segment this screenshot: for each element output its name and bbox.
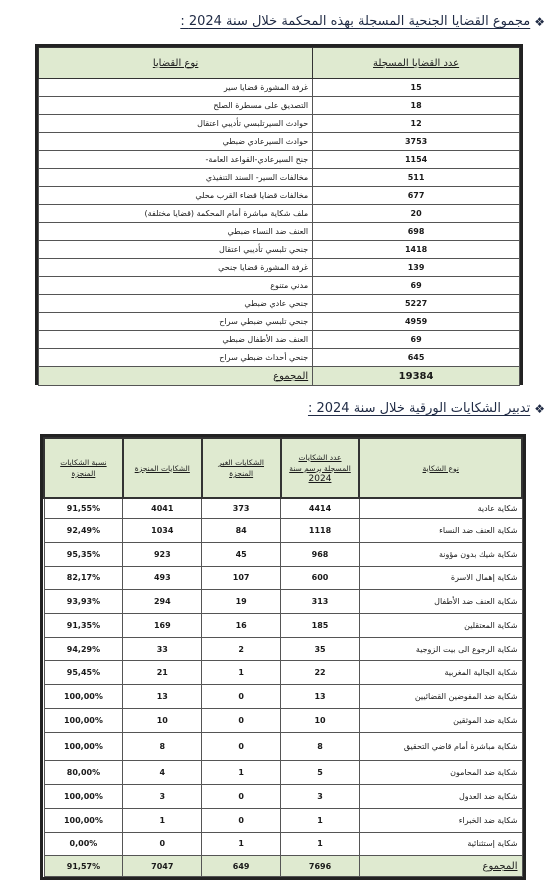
table-row [44, 542, 522, 566]
header-registered [281, 438, 360, 498]
table-row [39, 151, 520, 169]
case-count-cell: 18 [313, 97, 520, 115]
case-type-cell: مدني متنوع [39, 277, 313, 295]
completion-ratio-cell: 92,49% [44, 519, 123, 543]
registered-cell: 13 [281, 685, 360, 709]
case-count-cell: 645 [313, 349, 520, 367]
registered-cell: 1118 [281, 519, 360, 543]
section2-heading [308, 401, 545, 416]
case-type-cell: جنح السيرعادي-القواعد العامة- [39, 151, 313, 169]
pending-cell: 0 [202, 732, 281, 761]
table-row [39, 277, 520, 295]
diamond-bullet-icon: ❖ [534, 401, 545, 416]
table-row [44, 685, 522, 709]
pending-cell: 1 [202, 661, 281, 685]
case-count-cell: 511 [313, 169, 520, 187]
table-row [44, 832, 522, 856]
header-case-type: نوع القضايا [39, 48, 313, 79]
pending-cell: 0 [202, 808, 281, 832]
table-row [39, 97, 520, 115]
completed-cell: 169 [123, 614, 202, 638]
complaint-type-cell: شكاية ضد المحامون [359, 761, 522, 785]
pending-cell: 84 [202, 519, 281, 543]
table-row [44, 519, 522, 543]
pending-cell: 16 [202, 614, 281, 638]
completion-ratio-cell: 0,00% [44, 832, 123, 856]
pending-cell: 19 [202, 590, 281, 614]
table-row [39, 169, 520, 187]
case-type-cell: غرفة المشورة قضايا جنحي [39, 259, 313, 277]
table-row [39, 241, 520, 259]
table-row [39, 223, 520, 241]
registered-cell: 5 [281, 761, 360, 785]
section1-heading [180, 14, 545, 29]
complaint-type-cell: شكاية إهمال الاسرة [359, 566, 522, 590]
completion-ratio-cell: 93,93% [44, 590, 123, 614]
complaint-type-cell: شكاية الجالية المغربية [359, 661, 522, 685]
complaint-type-cell: شكاية العنف ضد النساء [359, 519, 522, 543]
total-pending: 649 [202, 856, 281, 877]
table-row [39, 259, 520, 277]
header-completed: الشكايات المنجزة [123, 438, 202, 498]
complaint-type-cell: شكاية ضد العدول [359, 785, 522, 809]
complaints-table [40, 434, 526, 880]
pending-cell: 373 [202, 498, 281, 519]
table-row [44, 590, 522, 614]
diamond-bullet-icon: ❖ [534, 14, 545, 29]
complaint-type-cell: شكاية ضد المفوضين القضائيين [359, 685, 522, 709]
complaint-type-cell: شكاية العنف ضد الأطفال [359, 590, 522, 614]
case-type-cell: ملف شكاية مباشرة أمام المحكمة (قضايا مختلفة) [39, 205, 313, 223]
table-row [39, 331, 520, 349]
completion-ratio-cell: 91,35% [44, 614, 123, 638]
case-type-cell: حوادث السيرتلبسي تأديبي اعتقال [39, 115, 313, 133]
completed-cell: 294 [123, 590, 202, 614]
case-type-cell: مخالفات السير- السند التنفيذي [39, 169, 313, 187]
completed-cell: 33 [123, 637, 202, 661]
registered-cell: 3 [281, 785, 360, 809]
registered-cell: 185 [281, 614, 360, 638]
table-row [44, 708, 522, 732]
table-row [39, 79, 520, 97]
table-row [44, 566, 522, 590]
case-type-cell: جنحي تلبسي تأديبي اعتقال [39, 241, 313, 259]
completion-ratio-cell: 94,29% [44, 637, 123, 661]
case-type-cell: جنحي عادي ضبطي [39, 295, 313, 313]
case-count-cell: 698 [313, 223, 520, 241]
table-row [39, 115, 520, 133]
total-ratio: 91,57% [44, 856, 123, 877]
complaint-type-cell: شكاية مباشرة أمام قاضي التحقيق [359, 732, 522, 761]
completion-ratio-cell: 95,35% [44, 542, 123, 566]
complaint-type-cell: شكاية ضد الخبراء [359, 808, 522, 832]
completion-ratio-cell: 100,00% [44, 685, 123, 709]
completed-cell: 10 [123, 708, 202, 732]
pending-cell: 1 [202, 761, 281, 785]
completed-cell: 923 [123, 542, 202, 566]
case-count-cell: 4959 [313, 313, 520, 331]
table-row [44, 614, 522, 638]
case-type-cell: غرفة المشورة قضايا سير [39, 79, 313, 97]
case-type-cell: جنحي أحداث ضبطي سراح [39, 349, 313, 367]
completion-ratio-cell: 100,00% [44, 708, 123, 732]
registered-cell: 35 [281, 637, 360, 661]
case-count-cell: 69 [313, 277, 520, 295]
completion-ratio-cell: 100,00% [44, 785, 123, 809]
total-registered: 7696 [281, 856, 360, 877]
completed-cell: 4041 [123, 498, 202, 519]
total-label: المجموع [359, 856, 522, 877]
complaint-type-cell: شكاية شيك بدون مؤونة [359, 542, 522, 566]
complaint-type-cell: شكاية المعتقلين [359, 614, 522, 638]
case-type-cell: جنحي تلبسي ضبطي سراح [39, 313, 313, 331]
complaint-type-cell: شكاية ضد الموثقين [359, 708, 522, 732]
completed-cell: 1 [123, 808, 202, 832]
table-row [44, 637, 522, 661]
pending-cell: 1 [202, 832, 281, 856]
table-row [39, 349, 520, 367]
cases-table [35, 44, 523, 385]
case-count-cell: 3753 [313, 133, 520, 151]
total-completed: 7047 [123, 856, 202, 877]
completed-cell: 493 [123, 566, 202, 590]
table-row [44, 761, 522, 785]
complaint-type-cell: شكاية إستثنائية [359, 832, 522, 856]
completion-ratio-cell: 80,00% [44, 761, 123, 785]
table-row [44, 785, 522, 809]
completed-cell: 21 [123, 661, 202, 685]
pending-cell: 0 [202, 785, 281, 809]
complaint-type-cell: شكاية عادية [359, 498, 522, 519]
registered-cell: 22 [281, 661, 360, 685]
case-type-cell: مخالفات قضايا قضاء القرب محلي [39, 187, 313, 205]
completion-ratio-cell: 95,45% [44, 661, 123, 685]
completion-ratio-cell: 91,55% [44, 498, 123, 519]
registered-cell: 313 [281, 590, 360, 614]
table-row [39, 295, 520, 313]
case-count-cell: 20 [313, 205, 520, 223]
pending-cell: 0 [202, 685, 281, 709]
pending-cell: 45 [202, 542, 281, 566]
registered-cell: 1 [281, 808, 360, 832]
pending-cell: 0 [202, 708, 281, 732]
case-count-cell: 139 [313, 259, 520, 277]
header-pending: الشكايات الغير المنجزة [202, 438, 281, 498]
case-count-cell: 1154 [313, 151, 520, 169]
table-row [44, 808, 522, 832]
registered-cell: 968 [281, 542, 360, 566]
case-type-cell: التصديق على مسطرة الصلح [39, 97, 313, 115]
total-row [44, 856, 522, 877]
header-case-count: عدد القضايا المسجلة [313, 48, 520, 79]
registered-cell: 600 [281, 566, 360, 590]
case-count-cell: 69 [313, 331, 520, 349]
registered-cell: 1 [281, 832, 360, 856]
completion-ratio-cell: 82,17% [44, 566, 123, 590]
table-row [44, 661, 522, 685]
table-row [39, 187, 520, 205]
completed-cell: 0 [123, 832, 202, 856]
registered-cell: 10 [281, 708, 360, 732]
table-row [44, 732, 522, 761]
case-type-cell: العنف ضد الأطفال ضبطي [39, 331, 313, 349]
table-row [39, 205, 520, 223]
total-row [39, 367, 520, 386]
case-count-cell: 12 [313, 115, 520, 133]
total-count: 19384 [313, 367, 520, 386]
completed-cell: 13 [123, 685, 202, 709]
case-count-cell: 1418 [313, 241, 520, 259]
case-count-cell: 677 [313, 187, 520, 205]
completion-ratio-cell: 100,00% [44, 732, 123, 761]
completed-cell: 3 [123, 785, 202, 809]
header-registered-year: 2024 [308, 473, 332, 484]
completed-cell: 4 [123, 761, 202, 785]
completion-ratio-cell: 100,00% [44, 808, 123, 832]
header-registered-label: عدد الشكايات المسجلة برسم سنة [289, 452, 351, 473]
table-row [39, 133, 520, 151]
completed-cell: 8 [123, 732, 202, 761]
completed-cell: 1034 [123, 519, 202, 543]
table-row [44, 498, 522, 519]
registered-cell: 8 [281, 732, 360, 761]
case-count-cell: 15 [313, 79, 520, 97]
header-completion-ratio: نسبة الشكايات المنجزة [44, 438, 123, 498]
case-type-cell: حوادث السيرعادي ضبطي [39, 133, 313, 151]
section2-title: تدبير الشكايات الورقية خلال سنة 2024 : [307, 401, 531, 416]
header-complaint-type: نوع الشكاية [359, 438, 522, 498]
pending-cell: 107 [202, 566, 281, 590]
complaint-type-cell: شكاية الرجوع الى بيت الزوجية [359, 637, 522, 661]
case-type-cell: العنف ضد النساء ضبطي [39, 223, 313, 241]
pending-cell: 2 [202, 637, 281, 661]
total-label: المجموع [39, 367, 313, 386]
section1-title: مجموع القضايا الجنحية المسجلة بهذه المحكمة خلال سنة 2024 : [180, 14, 531, 29]
registered-cell: 4414 [281, 498, 360, 519]
case-count-cell: 5227 [313, 295, 520, 313]
table-row [39, 313, 520, 331]
